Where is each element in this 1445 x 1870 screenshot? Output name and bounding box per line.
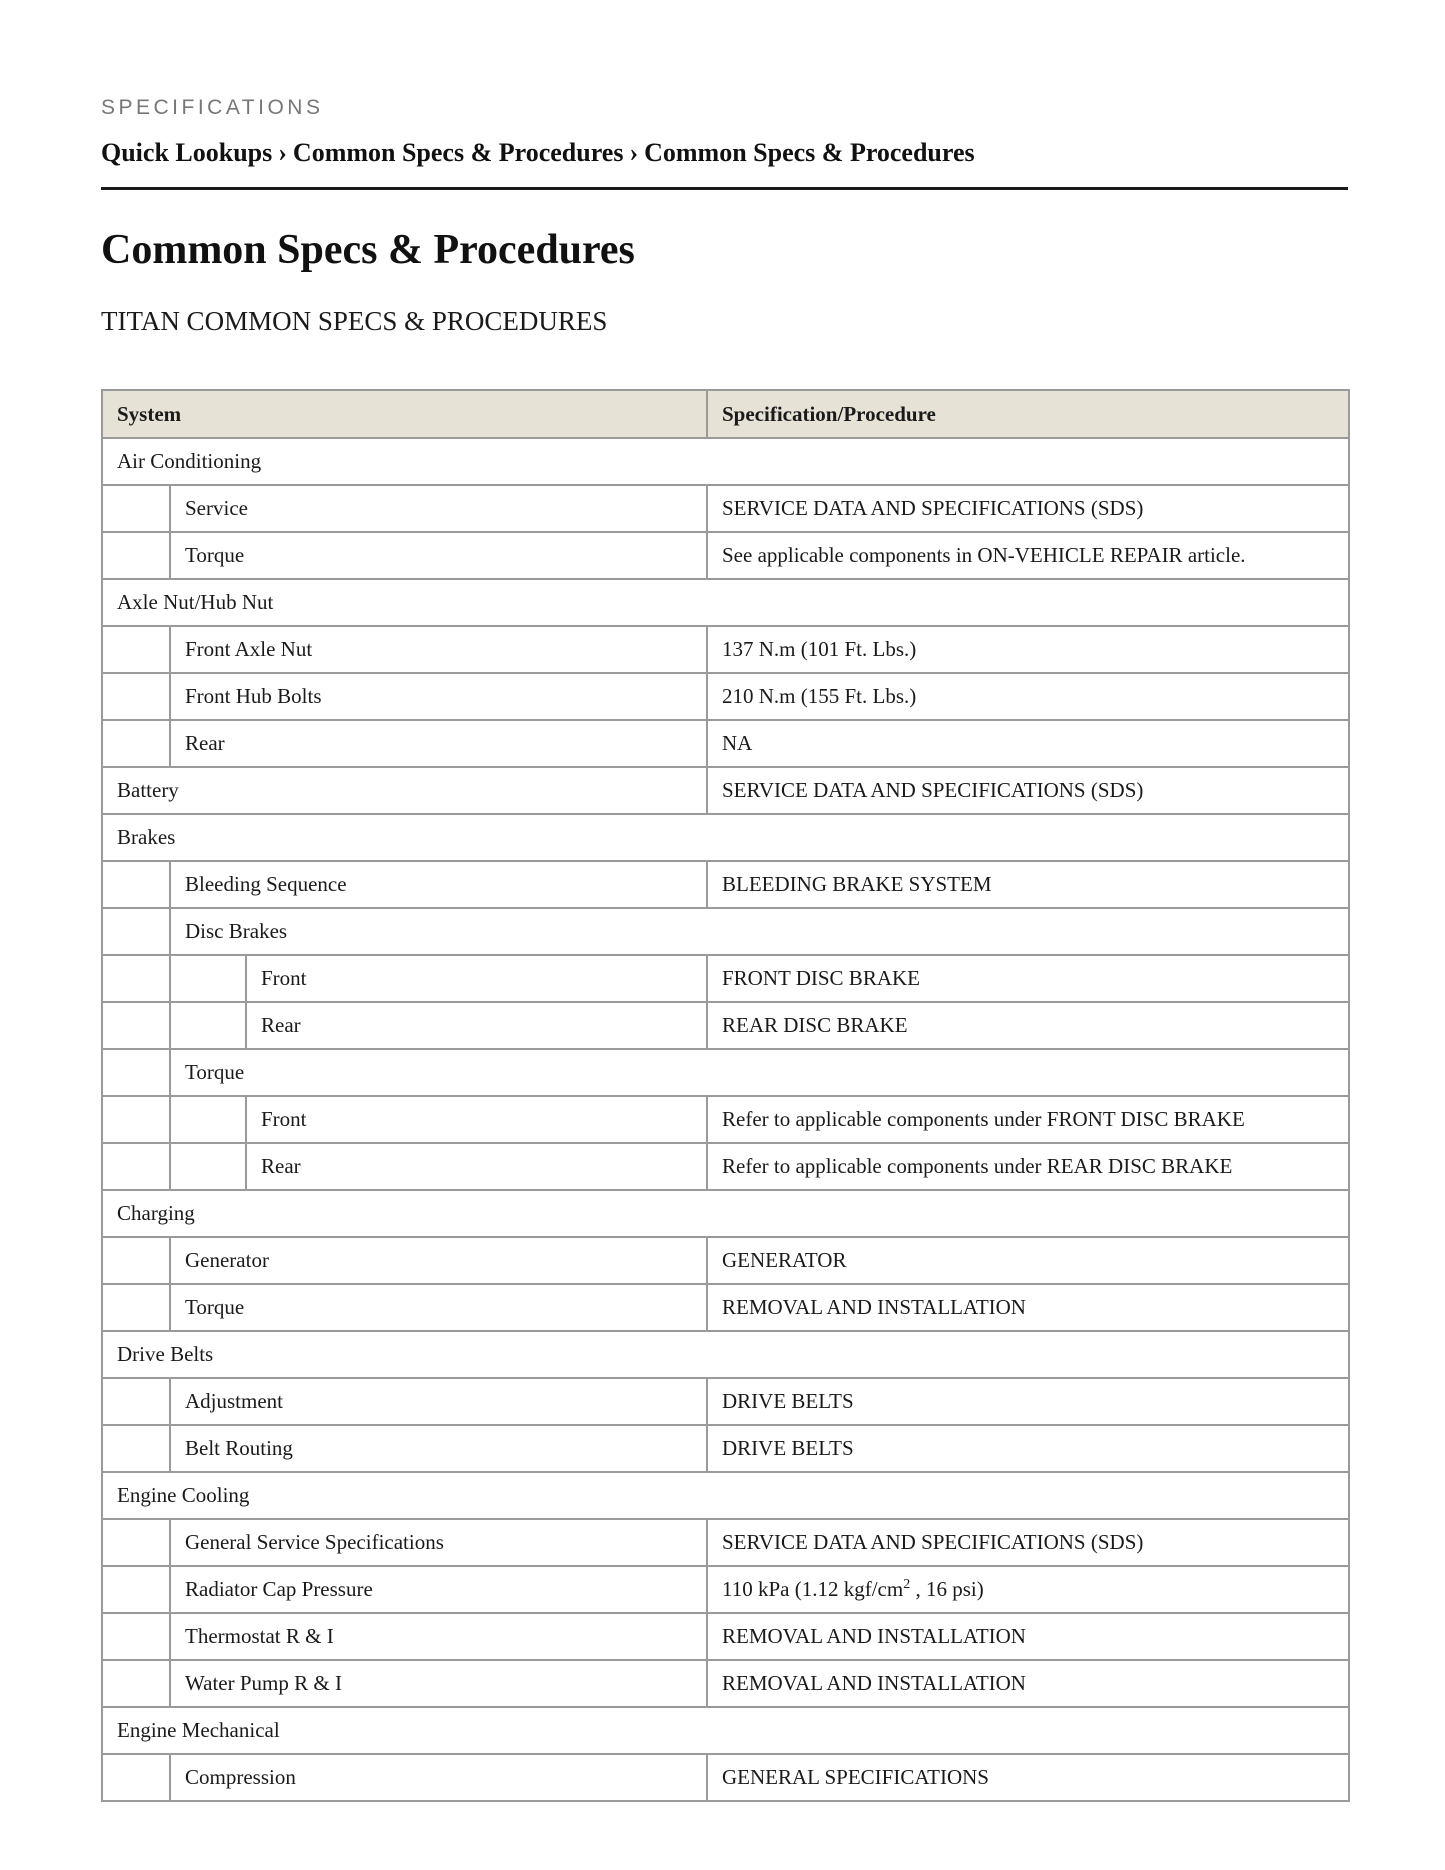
table-row [102, 1472, 1349, 1519]
header-divider [101, 187, 1348, 190]
table-row [102, 1049, 1349, 1096]
breadcrumb [101, 138, 975, 168]
indent-cell [102, 626, 170, 673]
system-cell: Charging [102, 1190, 1349, 1237]
table-row [102, 532, 1349, 579]
table-row [102, 1331, 1349, 1378]
indent-cell [170, 955, 246, 1002]
system-cell: Air Conditioning [102, 438, 1349, 485]
system-cell: Front [246, 1096, 707, 1143]
spec-cell: GENERAL SPECIFICATIONS [707, 1754, 1349, 1801]
section-eyebrow: SPECIFICATIONS [101, 96, 324, 119]
system-cell: Rear [246, 1143, 707, 1190]
system-cell: Front Axle Nut [170, 626, 707, 673]
spec-cell: SERVICE DATA AND SPECIFICATIONS (SDS) [707, 1519, 1349, 1566]
page-subtitle: TITAN COMMON SPECS & PROCEDURES [101, 306, 608, 336]
indent-cell [102, 1378, 170, 1425]
spec-cell: REMOVAL AND INSTALLATION [707, 1660, 1349, 1707]
indent-cell [102, 1754, 170, 1801]
indent-cell [102, 955, 170, 1002]
spec-text: 110 kPa (1.12 kgf/cm [722, 1577, 904, 1601]
table-row [102, 814, 1349, 861]
system-cell: Belt Routing [170, 1425, 707, 1472]
table-row [102, 720, 1349, 767]
page-title: Common Specs & Procedures [101, 227, 635, 273]
indent-cell [170, 1143, 246, 1190]
system-cell: Generator [170, 1237, 707, 1284]
spec-cell: DRIVE BELTS [707, 1378, 1349, 1425]
table-header-row [102, 390, 1349, 438]
breadcrumb-item-quick-lookups[interactable]: Quick Lookups [101, 138, 273, 167]
indent-cell [102, 1143, 170, 1190]
spec-cell [707, 1566, 1349, 1613]
indent-cell [102, 720, 170, 767]
spec-cell: FRONT DISC BRAKE [707, 955, 1349, 1002]
column-header-spec: Specification/Procedure [707, 390, 1349, 438]
system-cell: Rear [246, 1002, 707, 1049]
breadcrumb-separator: › [629, 138, 639, 167]
table-row [102, 579, 1349, 626]
table-row [102, 908, 1349, 955]
spec-text-after: , 16 psi) [910, 1577, 984, 1601]
table-row [102, 1284, 1349, 1331]
spec-cell: Refer to applicable components under REAR DISC BRAKE [707, 1143, 1349, 1190]
table-row [102, 1519, 1349, 1566]
system-cell: Front Hub Bolts [170, 673, 707, 720]
specs-table-body [102, 438, 1349, 1801]
indent-cell [102, 1519, 170, 1566]
table-row [102, 438, 1349, 485]
indent-cell [102, 532, 170, 579]
table-row [102, 1660, 1349, 1707]
indent-cell [170, 1096, 246, 1143]
indent-cell [102, 861, 170, 908]
spec-cell: GENERATOR [707, 1237, 1349, 1284]
table-row [102, 1566, 1349, 1613]
spec-cell: BLEEDING BRAKE SYSTEM [707, 861, 1349, 908]
specs-table [101, 389, 1350, 1802]
system-cell: Service [170, 485, 707, 532]
indent-cell [102, 673, 170, 720]
table-row [102, 1707, 1349, 1754]
spec-superscript: 2 [903, 1577, 911, 1592]
indent-cell [102, 1284, 170, 1331]
indent-cell [102, 1566, 170, 1613]
system-cell: Axle Nut/Hub Nut [102, 579, 1349, 626]
system-cell: Drive Belts [102, 1331, 1349, 1378]
system-cell: Brakes [102, 814, 1349, 861]
table-row [102, 1002, 1349, 1049]
system-cell: Radiator Cap Pressure [170, 1566, 707, 1613]
system-cell: Adjustment [170, 1378, 707, 1425]
table-row [102, 1613, 1349, 1660]
indent-cell [102, 1002, 170, 1049]
table-row [102, 1237, 1349, 1284]
system-cell: Torque [170, 1049, 1349, 1096]
indent-cell [102, 1096, 170, 1143]
table-row [102, 955, 1349, 1002]
indent-cell [102, 908, 170, 955]
table-row [102, 1754, 1349, 1801]
system-cell: Battery [102, 767, 707, 814]
breadcrumb-item-common-specs[interactable]: Common Specs & Procedures [292, 138, 624, 167]
spec-cell: REMOVAL AND INSTALLATION [707, 1284, 1349, 1331]
system-cell: General Service Specifications [170, 1519, 707, 1566]
spec-cell: See applicable components in ON-VEHICLE REPAIR article. [707, 532, 1349, 579]
breadcrumb-separator: › [278, 138, 287, 167]
spec-cell: DRIVE BELTS [707, 1425, 1349, 1472]
system-cell: Bleeding Sequence [170, 861, 707, 908]
spec-cell: Refer to applicable components under FRONT DISC BRAKE [707, 1096, 1349, 1143]
indent-cell [102, 1049, 170, 1096]
indent-cell [102, 1237, 170, 1284]
indent-cell [102, 1660, 170, 1707]
table-row [102, 673, 1349, 720]
table-row [102, 626, 1349, 673]
indent-cell [102, 485, 170, 532]
table-row [102, 1096, 1349, 1143]
table-row [102, 485, 1349, 532]
table-row [102, 1425, 1349, 1472]
indent-cell [102, 1425, 170, 1472]
system-cell: Front [246, 955, 707, 1002]
spec-cell: REAR DISC BRAKE [707, 1002, 1349, 1049]
table-row [102, 1143, 1349, 1190]
system-cell: Water Pump R & I [170, 1660, 707, 1707]
spec-cell: 210 N.m (155 Ft. Lbs.) [707, 673, 1349, 720]
spec-cell: NA [707, 720, 1349, 767]
system-cell: Engine Cooling [102, 1472, 1349, 1519]
system-cell: Torque [170, 532, 707, 579]
system-cell: Thermostat R & I [170, 1613, 707, 1660]
column-header-system: System [102, 390, 707, 438]
system-cell: Engine Mechanical [102, 1707, 1349, 1754]
system-cell: Torque [170, 1284, 707, 1331]
indent-cell [170, 1002, 246, 1049]
breadcrumb-item-current: Common Specs & Procedures [644, 138, 975, 167]
spec-cell: 137 N.m (101 Ft. Lbs.) [707, 626, 1349, 673]
table-row [102, 1378, 1349, 1425]
table-row [102, 767, 1349, 814]
system-cell: Disc Brakes [170, 908, 1349, 955]
spec-cell: REMOVAL AND INSTALLATION [707, 1613, 1349, 1660]
table-row [102, 1190, 1349, 1237]
system-cell: Compression [170, 1754, 707, 1801]
indent-cell [102, 1613, 170, 1660]
system-cell: Rear [170, 720, 707, 767]
spec-cell: SERVICE DATA AND SPECIFICATIONS (SDS) [707, 485, 1349, 532]
spec-cell: SERVICE DATA AND SPECIFICATIONS (SDS) [707, 767, 1349, 814]
table-row [102, 861, 1349, 908]
